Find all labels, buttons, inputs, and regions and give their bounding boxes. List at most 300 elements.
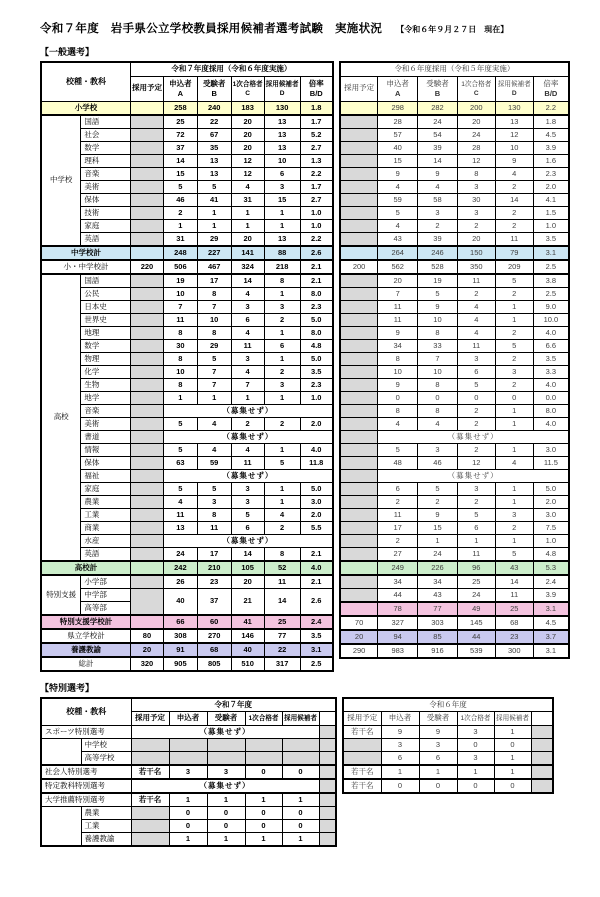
general-selection-table <box>40 61 570 672</box>
table-cell: 0 <box>245 765 282 779</box>
table-row <box>340 194 569 207</box>
table-cell: 1 <box>495 444 533 457</box>
table-cell: 14 <box>495 194 533 207</box>
table-cell <box>130 181 163 194</box>
table-cell: 4 <box>231 327 264 340</box>
table-cell: 0 <box>169 820 207 833</box>
table-cell: 5.3 <box>533 561 569 575</box>
table-cell <box>130 392 163 405</box>
table-cell: 25 <box>495 602 533 616</box>
table-cell: 1.8 <box>300 102 333 116</box>
table-cell: 200 <box>457 102 495 116</box>
blank-cell <box>319 752 336 766</box>
table-row <box>340 115 569 129</box>
table-cell <box>130 522 163 535</box>
table-cell: 4 <box>231 181 264 194</box>
table-cell: 1 <box>495 496 533 509</box>
table-cell: 1.6 <box>533 155 569 168</box>
table-cell: 3 <box>169 765 207 779</box>
table-cell <box>340 102 378 116</box>
col-header: 受験者 <box>419 712 457 726</box>
table-cell <box>207 752 245 766</box>
table-cell: 13 <box>264 129 300 142</box>
table-row <box>41 115 333 129</box>
table-cell <box>340 207 378 220</box>
table-row <box>41 643 333 657</box>
table-row <box>41 418 333 431</box>
table-cell: 0 <box>245 820 282 833</box>
table-cell: 8 <box>163 353 197 366</box>
table-cell: 5 <box>418 483 458 496</box>
table-cell <box>169 752 207 766</box>
table-cell: 1.0 <box>300 207 333 220</box>
table-row <box>41 142 333 155</box>
table-cell <box>340 496 378 509</box>
subject-label: 高等部 <box>81 602 131 616</box>
table-cell: 3.1 <box>533 602 569 616</box>
blank-cell <box>319 779 336 793</box>
table-cell: 49 <box>457 602 495 616</box>
table-cell: 12 <box>231 155 264 168</box>
subject-label: 世界史 <box>81 314 131 327</box>
table-cell: 7 <box>418 353 458 366</box>
table-cell: 2 <box>231 418 264 431</box>
table-cell: 3.1 <box>533 246 569 260</box>
r7-header: 令和７年度 <box>131 698 336 712</box>
table-cell: 13 <box>264 233 300 247</box>
table-cell: 2.0 <box>533 496 569 509</box>
table-cell: 20 <box>130 643 163 657</box>
table-cell: 3 <box>197 496 231 509</box>
table-cell: 0 <box>494 739 531 752</box>
table-row <box>41 752 336 766</box>
table-cell: 2.1 <box>300 274 333 288</box>
table-cell: 46 <box>163 194 197 207</box>
table-cell: 88 <box>264 246 300 260</box>
table-cell: 11 <box>264 575 300 589</box>
col-header: 受験者 B <box>197 77 231 102</box>
table-cell: 0 <box>282 765 319 779</box>
table-cell <box>130 233 163 247</box>
table-row <box>340 644 569 658</box>
table-row <box>41 168 333 181</box>
table-cell <box>130 353 163 366</box>
table-cell: 3 <box>231 496 264 509</box>
table-cell: 805 <box>197 657 231 671</box>
table-cell: 22 <box>264 643 300 657</box>
col-header-blank <box>319 712 336 726</box>
col-header: 倍率 B/D <box>533 77 569 102</box>
table-cell: 41 <box>197 194 231 207</box>
table-cell: 0 <box>495 392 533 405</box>
table-cell: 2.5 <box>533 288 569 301</box>
table-cell <box>340 340 378 353</box>
col-header: 採用候補者 D <box>495 77 533 102</box>
table-cell: 24 <box>457 589 495 603</box>
table-cell: 3 <box>457 752 494 766</box>
table-cell: 1 <box>495 535 533 548</box>
general-section-label: 【一般選考】 <box>40 47 95 57</box>
table-cell: 5 <box>378 207 418 220</box>
table-cell: 3.9 <box>533 142 569 155</box>
table-cell: 248 <box>163 246 197 260</box>
table-cell: 3.0 <box>300 496 333 509</box>
table-row <box>340 260 569 274</box>
col-header: 採用候補者 D <box>264 77 300 102</box>
table-cell: 5 <box>457 379 495 392</box>
table-cell: 11 <box>378 509 418 522</box>
table-cell: 8 <box>457 168 495 181</box>
table-cell: 2.5 <box>533 260 569 274</box>
table-cell <box>169 739 207 752</box>
table-cell: 3 <box>418 444 458 457</box>
table-row <box>340 181 569 194</box>
table-row <box>41 340 333 353</box>
table-cell: 3.7 <box>533 630 569 644</box>
table-cell: 4.0 <box>533 379 569 392</box>
blank-cell <box>531 765 553 779</box>
table-cell: 1 <box>457 535 495 548</box>
subject-label: 工業 <box>81 820 131 833</box>
table-cell <box>130 444 163 457</box>
table-row <box>340 288 569 301</box>
table-cell: 43 <box>495 561 533 575</box>
table-cell: 916 <box>418 644 458 658</box>
table-cell: 94 <box>378 630 418 644</box>
table-cell: 210 <box>197 561 231 575</box>
table-cell: 28 <box>378 115 418 129</box>
table-cell <box>130 379 163 392</box>
general-r6-body <box>340 102 569 659</box>
table-cell: 8 <box>264 548 300 562</box>
table-cell: 10 <box>495 142 533 155</box>
blank-cell <box>319 726 336 739</box>
table-row <box>41 470 333 483</box>
table-row <box>343 779 553 793</box>
table-cell: 5 <box>163 181 197 194</box>
table-cell <box>130 405 163 418</box>
table-cell: 若干名 <box>131 765 169 779</box>
subject-label: 公民 <box>81 288 131 301</box>
table-cell: 1 <box>282 833 319 847</box>
table-cell: 4.0 <box>300 444 333 457</box>
table-cell: 2.2 <box>300 233 333 247</box>
table-cell: 13 <box>264 142 300 155</box>
table-cell: 1 <box>495 405 533 418</box>
no-recruit-note: （募集せず） <box>131 779 319 793</box>
table-cell: 1 <box>163 392 197 405</box>
table-cell: 1.5 <box>533 207 569 220</box>
table-cell: 4 <box>495 168 533 181</box>
table-cell: 4 <box>264 509 300 522</box>
table-cell: 2 <box>495 522 533 535</box>
table-cell: 2 <box>457 444 495 457</box>
table-cell: 5 <box>197 181 231 194</box>
subject-label: 社会 <box>81 129 131 142</box>
table-row <box>340 405 569 418</box>
table-cell: 2.2 <box>300 168 333 181</box>
table-cell: 11 <box>457 340 495 353</box>
table-cell: 3 <box>264 301 300 314</box>
table-cell: 2.1 <box>300 548 333 562</box>
table-cell: 33 <box>418 340 458 353</box>
table-cell <box>130 327 163 340</box>
table-cell: 4.5 <box>533 616 569 630</box>
blank-cell <box>319 739 336 752</box>
table-cell: 10 <box>197 314 231 327</box>
table-cell: 2 <box>495 207 533 220</box>
table-cell: 30 <box>457 194 495 207</box>
table-row <box>340 379 569 392</box>
table-cell <box>130 129 163 142</box>
table-cell <box>130 220 163 233</box>
col-header: 採用候補者 <box>282 712 319 726</box>
table-cell: 5.0 <box>533 483 569 496</box>
table-cell <box>130 340 163 353</box>
table-cell: 25 <box>264 615 300 629</box>
table-row <box>41 657 333 671</box>
table-cell <box>130 246 163 260</box>
table-cell: 68 <box>197 643 231 657</box>
subject-label: 日本史 <box>81 301 131 314</box>
table-cell: 67 <box>197 129 231 142</box>
table-cell: 2 <box>418 496 458 509</box>
table-cell: 13 <box>197 155 231 168</box>
subject-label: 水産 <box>81 535 131 548</box>
table-row <box>41 589 333 602</box>
table-row <box>41 457 333 470</box>
table-row <box>41 314 333 327</box>
table-cell: 58 <box>418 194 458 207</box>
table-cell <box>130 301 163 314</box>
table-cell: 12 <box>457 155 495 168</box>
table-cell: 4 <box>378 220 418 233</box>
table-cell: 15 <box>264 194 300 207</box>
table-cell: 14 <box>418 155 458 168</box>
table-row <box>340 353 569 366</box>
table-cell: 320 <box>130 657 163 671</box>
table-row <box>340 274 569 288</box>
subject-label: 地学 <box>81 392 131 405</box>
table-row <box>41 739 336 752</box>
table-cell: 11 <box>197 522 231 535</box>
col-header: 採用予定 <box>131 712 169 726</box>
table-cell: 10 <box>378 366 418 379</box>
table-cell: 3.5 <box>300 366 333 379</box>
table-cell: 20 <box>231 575 264 589</box>
subject-label: 家庭 <box>81 220 131 233</box>
table-cell: 1 <box>264 392 300 405</box>
table-cell: 12 <box>495 129 533 142</box>
table-row <box>340 142 569 155</box>
selection-label: スポーツ特別選考 <box>41 726 131 739</box>
table-cell: 59 <box>378 194 418 207</box>
table-row <box>41 274 333 288</box>
selection-label: 大学推薦特別選考 <box>41 793 131 807</box>
table-cell <box>340 379 378 392</box>
table-cell: 0 <box>207 820 245 833</box>
table-cell <box>130 168 163 181</box>
table-cell: 37 <box>163 142 197 155</box>
table-cell: 2 <box>457 496 495 509</box>
table-cell <box>245 739 282 752</box>
table-cell <box>340 327 378 340</box>
table-cell: 39 <box>418 233 458 247</box>
table-cell: 130 <box>264 102 300 116</box>
subject-label: 養護教諭 <box>81 833 131 847</box>
table-cell <box>340 314 378 327</box>
table-cell: 1 <box>197 220 231 233</box>
table-cell: 5 <box>197 353 231 366</box>
table-cell: 0 <box>457 392 495 405</box>
table-cell: 3 <box>231 483 264 496</box>
blank-cell <box>319 807 336 820</box>
table-cell: 41 <box>231 615 264 629</box>
table-cell: 3.5 <box>300 629 333 643</box>
table-cell <box>207 739 245 752</box>
table-cell <box>131 752 169 766</box>
subject-label: 情報 <box>81 444 131 457</box>
blank-cell <box>319 793 336 807</box>
table-cell: 3.9 <box>533 589 569 603</box>
table-cell: 46 <box>418 457 458 470</box>
general-r7-body <box>41 102 333 672</box>
table-cell: 12 <box>457 457 495 470</box>
table-cell: 11.8 <box>300 457 333 470</box>
table-cell: 1 <box>494 752 531 766</box>
table-cell: 5 <box>163 418 197 431</box>
table-cell: 3 <box>457 207 495 220</box>
table-cell <box>340 589 378 603</box>
table-cell: 0 <box>245 807 282 820</box>
table-cell <box>340 522 378 535</box>
table-row <box>343 752 553 766</box>
table-cell: 13 <box>197 168 231 181</box>
table-cell: 1 <box>207 833 245 847</box>
subject-label: 美術 <box>81 181 131 194</box>
table-cell: 4.5 <box>533 129 569 142</box>
subject-label: 商業 <box>81 522 131 535</box>
table-cell: 5 <box>495 340 533 353</box>
table-cell: 57 <box>378 129 418 142</box>
table-cell <box>340 246 378 260</box>
general-table-r6 <box>339 61 570 659</box>
table-cell: 35 <box>197 142 231 155</box>
table-cell: 0 <box>282 820 319 833</box>
table-cell: 9 <box>418 509 458 522</box>
table-row <box>41 726 336 739</box>
subject-label: 英語 <box>81 233 131 247</box>
table-cell: 3 <box>457 353 495 366</box>
table-cell: 6 <box>419 752 457 766</box>
table-cell: 若干名 <box>343 779 381 793</box>
table-cell: 5 <box>197 483 231 496</box>
selection-label: 特定教科特別選考 <box>41 779 131 793</box>
table-cell <box>131 820 169 833</box>
table-cell <box>340 444 378 457</box>
table-cell <box>282 739 319 752</box>
table-cell: 11.5 <box>533 457 569 470</box>
table-row <box>340 535 569 548</box>
blank-cell <box>531 726 553 739</box>
table-cell <box>340 168 378 181</box>
table-cell: 1 <box>264 220 300 233</box>
table-cell: 2 <box>163 207 197 220</box>
table-cell: 1.3 <box>300 155 333 168</box>
table-cell: 若干名 <box>131 793 169 807</box>
table-cell: 2.0 <box>533 181 569 194</box>
table-cell: 1.8 <box>533 115 569 129</box>
table-cell: 5 <box>378 444 418 457</box>
table-cell: 1 <box>231 207 264 220</box>
table-row <box>41 509 333 522</box>
table-cell: 2.2 <box>533 102 569 116</box>
table-cell: 4 <box>495 457 533 470</box>
subject-label: 小学部 <box>81 575 131 589</box>
table-cell <box>130 274 163 288</box>
table-cell <box>131 739 169 752</box>
table-cell: 17 <box>197 274 231 288</box>
table-cell: 24 <box>457 129 495 142</box>
r6-header: 令和６年度 <box>343 698 553 712</box>
subject-label: 農業 <box>81 496 131 509</box>
group-spacer <box>41 807 81 847</box>
table-row <box>41 575 333 589</box>
table-cell: 3 <box>231 301 264 314</box>
table-cell: 13 <box>495 115 533 129</box>
table-cell: 23 <box>495 630 533 644</box>
no-recruit-note: （募集せず） <box>378 431 569 444</box>
subject-label: 音楽 <box>81 405 131 418</box>
table-cell: 27 <box>378 548 418 562</box>
table-cell: 1.0 <box>300 220 333 233</box>
table-cell: 317 <box>264 657 300 671</box>
table-cell: 1 <box>197 392 231 405</box>
table-cell: 130 <box>495 102 533 116</box>
table-cell: 2 <box>378 535 418 548</box>
table-cell: 34 <box>418 575 458 589</box>
subject-label: 化学 <box>81 366 131 379</box>
table-cell: 5.5 <box>300 522 333 535</box>
table-cell: 2 <box>457 288 495 301</box>
table-cell: 6 <box>381 752 419 766</box>
table-cell: 1.7 <box>300 115 333 129</box>
table-cell: 1 <box>494 726 531 739</box>
table-cell <box>282 752 319 766</box>
table-cell <box>340 431 378 444</box>
table-cell: 6 <box>457 522 495 535</box>
table-cell: 11 <box>163 314 197 327</box>
table-cell: 7 <box>197 301 231 314</box>
table-cell: 6 <box>378 483 418 496</box>
special-r6-body <box>343 726 553 794</box>
table-cell: 6 <box>264 168 300 181</box>
table-cell <box>340 470 378 483</box>
corner-label: 校種・教科 <box>41 698 131 726</box>
table-cell: 2 <box>457 418 495 431</box>
table-cell: 78 <box>378 602 418 616</box>
table-cell: 3.8 <box>533 274 569 288</box>
table-row <box>41 233 333 247</box>
table-cell <box>130 418 163 431</box>
table-cell: 4 <box>197 418 231 431</box>
subject-label: 家庭 <box>81 483 131 496</box>
table-cell <box>343 739 381 752</box>
table-cell: 1 <box>264 207 300 220</box>
blank-cell <box>319 820 336 833</box>
table-cell <box>130 589 163 616</box>
table-cell <box>340 405 378 418</box>
